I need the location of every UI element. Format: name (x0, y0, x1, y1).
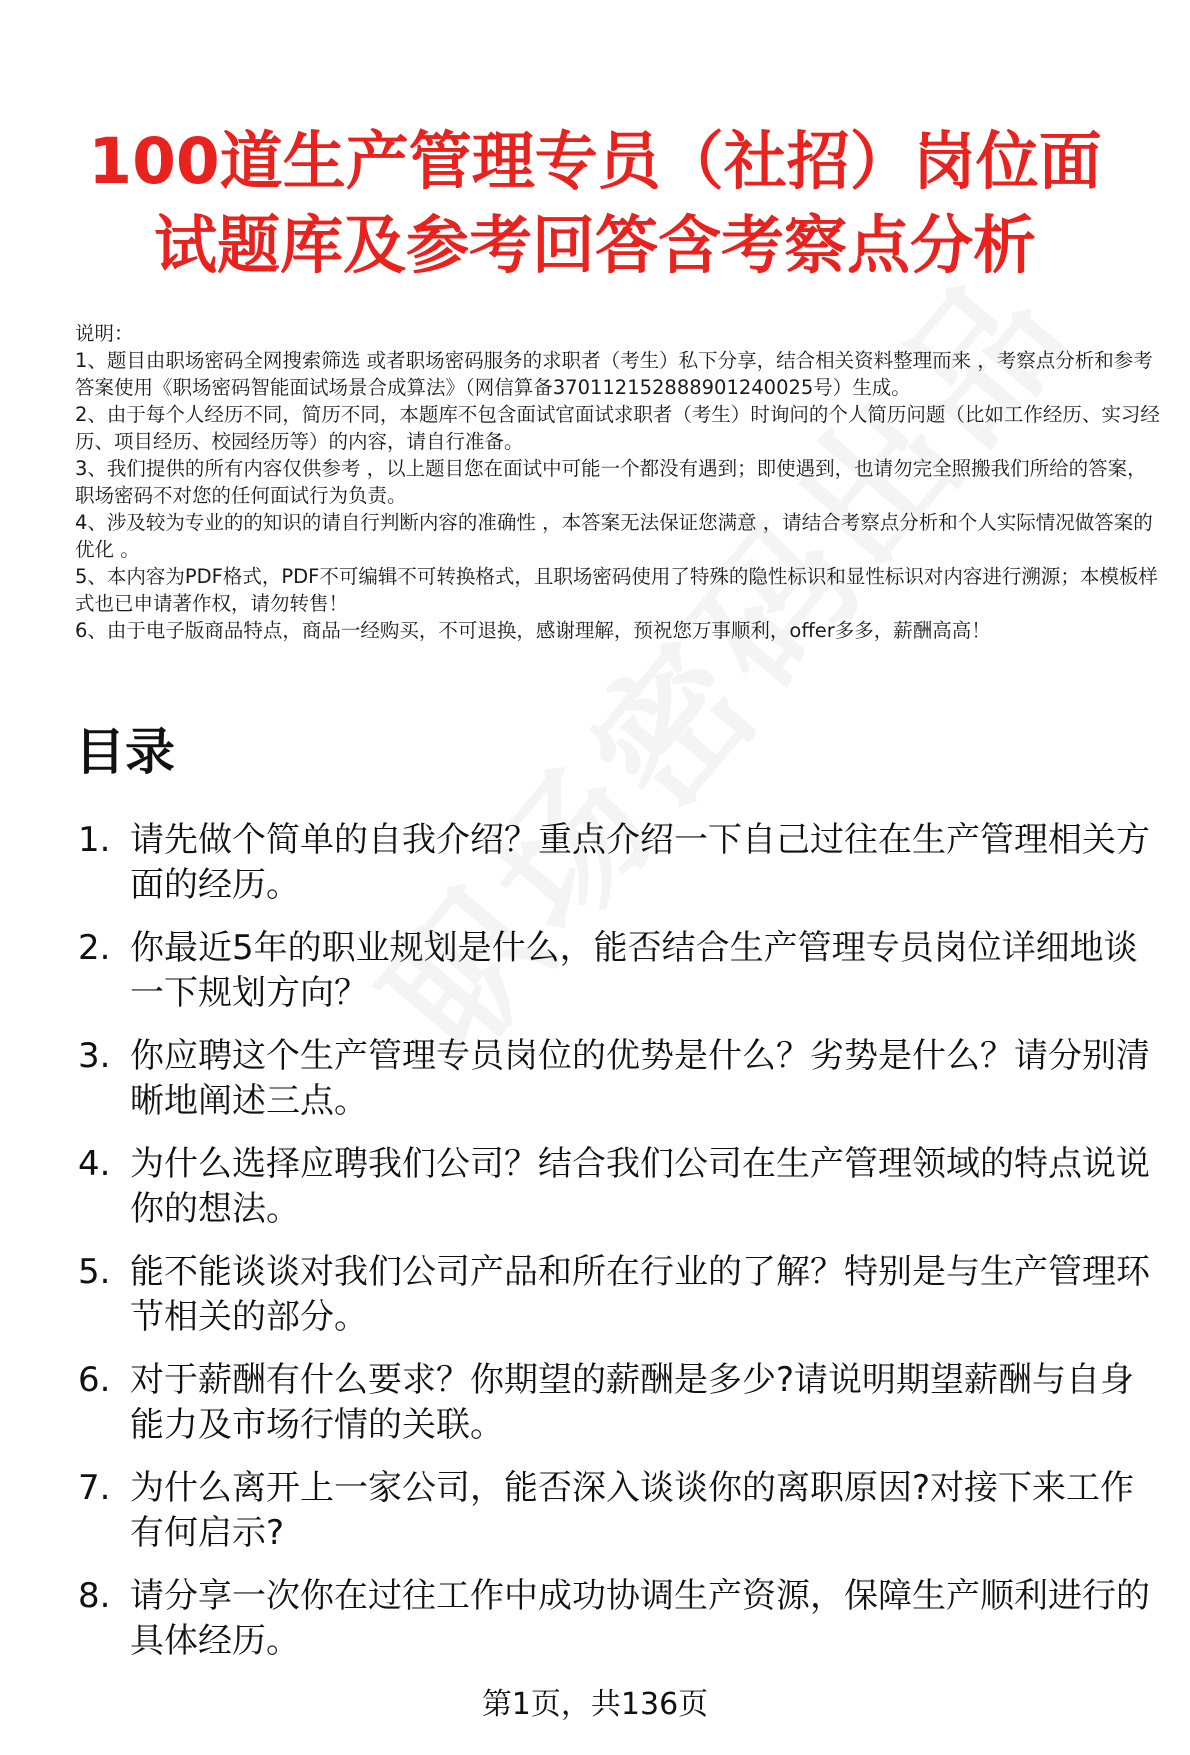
toc-item-text: 你最近5年的职业规划是什么，能否结合生产管理专员岗位详细地谈一下规划方向？ (130, 928, 1138, 1013)
toc-item[interactable] (78, 1034, 1168, 1124)
toc-item-text: 请先做个简单的自我介绍？重点介绍一下自己过往在生产管理相关方面的经历。 (130, 820, 1150, 905)
note-item: 1、题目由职场密码全网搜索筛选 或者职场密码服务的求职者（考生）私下分享，结合相关资料整理而来 ，考察点分析和参考答案使用《职场密码智能面试场景合成算法》（网信算备370112152888901240025号）生成。 (75, 349, 1153, 399)
title-line-1: 100道生产管理专员（社招）岗位面 (88, 125, 1102, 198)
notes-heading: 说明： (75, 322, 134, 345)
toc-item[interactable] (78, 1466, 1168, 1556)
note-item: 3、我们提供的所有内容仅供参考 ，以上题目您在面试中可能一个都没有遇到；即使遇到，也请勿完全照搬我们所给的答案，职场密码不对您的任何面试行为负责。 (75, 457, 1147, 507)
table-of-contents (78, 818, 1168, 1682)
note-item: 5、本内容为PDF格式，PDF不可编辑不可转换格式，且职场密码使用了特殊的隐性标识和显性标识对内容进行溯源；本模板样式也已申请著作权，请勿转售！ (75, 565, 1158, 615)
toc-item-number: 5. (78, 1252, 111, 1292)
note-item: 4、涉及较为专业的的知识的请自行判断内容的准确性 ，本答案无法保证您满意 ，请结合考察点分析和个人实际情况做答案的优化 。 (75, 511, 1153, 561)
toc-item[interactable] (78, 1250, 1168, 1340)
instructions-section (75, 320, 1165, 644)
toc-item-text: 请分享一次你在过往工作中成功协调生产资源，保障生产顺利进行的具体经历。 (130, 1576, 1150, 1661)
toc-item-number: 7. (78, 1468, 111, 1508)
toc-item-text: 能不能谈谈对我们公司产品和所在行业的了解？特别是与生产管理环节相关的部分。 (130, 1252, 1150, 1337)
toc-item-text: 为什么离开上一家公司，能否深入谈谈你的离职原因?对接下来工作有何启示? (130, 1468, 1135, 1553)
note-item: 2、由于每个人经历不同，简历不同，本题库不包含面试官面试求职者（考生）时询问的个人简历问题（比如工作经历、实习经历、项目经历、校园经历等）的内容，请自行准备。 (75, 403, 1160, 453)
page-number: 第1页，共136页 (481, 1687, 709, 1722)
note-item: 6、由于电子版商品特点，商品一经购买，不可退换，感谢理解，预祝您万事顺利，offer多多，薪酬高高！ (75, 619, 991, 642)
toc-item[interactable] (78, 926, 1168, 1016)
toc-item-text: 你应聘这个生产管理专员岗位的优势是什么？劣势是什么？请分别清晰地阐述三点。 (130, 1036, 1150, 1121)
toc-item-number: 2. (78, 928, 111, 968)
title-line-2: 试题库及参考回答含考察点分析 (154, 209, 1036, 282)
toc-item-number: 4. (78, 1144, 111, 1184)
toc-item[interactable] (78, 818, 1168, 908)
toc-item[interactable] (78, 1142, 1168, 1232)
toc-item-text: 为什么选择应聘我们公司？结合我们公司在生产管理领域的特点说说你的想法。 (130, 1144, 1150, 1229)
toc-item-text: 对于薪酬有什么要求？你期望的薪酬是多少?请说明期望薪酬与自身能力及市场行情的关联。 (130, 1360, 1135, 1445)
toc-item-number: 8. (78, 1576, 111, 1616)
toc-item[interactable] (78, 1358, 1168, 1448)
toc-item-number: 6. (78, 1360, 111, 1400)
document-title (70, 120, 1120, 288)
toc-heading: 目录 (75, 723, 175, 781)
toc-item-number: 1. (78, 820, 111, 860)
toc-item[interactable] (78, 1574, 1168, 1664)
toc-item-number: 3. (78, 1036, 111, 1076)
